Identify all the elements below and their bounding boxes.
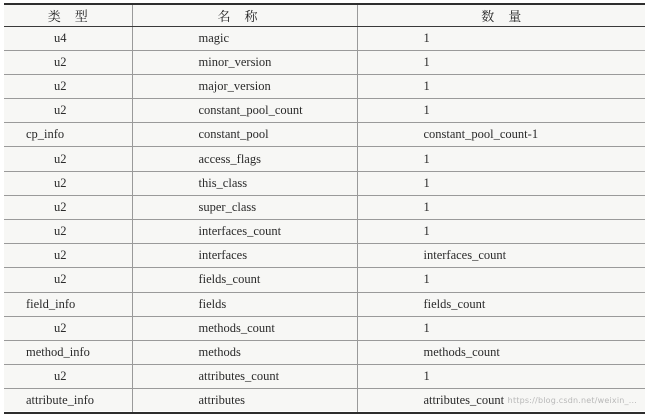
table-row	[4, 292, 645, 316]
cell-type: attribute_info	[4, 389, 132, 413]
cell-quantity: 1	[357, 365, 645, 389]
column-header-type: 类型	[4, 4, 132, 26]
table-row	[4, 244, 645, 268]
table-row	[4, 26, 645, 50]
table-row	[4, 316, 645, 340]
cell-quantity: 1	[357, 74, 645, 98]
cell-quantity: 1	[357, 220, 645, 244]
table-row	[4, 74, 645, 98]
cell-type: u2	[4, 268, 132, 292]
column-header-name: 名称	[132, 4, 357, 26]
cell-name: interfaces_count	[132, 220, 357, 244]
table-row	[4, 268, 645, 292]
cell-name: methods	[132, 340, 357, 364]
table-header-row	[4, 4, 645, 26]
table-body	[4, 26, 645, 413]
cell-quantity: 1	[357, 171, 645, 195]
cell-name: constant_pool_count	[132, 99, 357, 123]
cell-quantity: attributes_count	[357, 389, 645, 413]
cell-type: u2	[4, 220, 132, 244]
cell-type: u2	[4, 171, 132, 195]
table-row	[4, 171, 645, 195]
cell-quantity: 1	[357, 26, 645, 50]
cell-name: fields_count	[132, 268, 357, 292]
cell-quantity: constant_pool_count-1	[357, 123, 645, 147]
cell-name: attributes	[132, 389, 357, 413]
cell-type: u2	[4, 195, 132, 219]
cell-type: cp_info	[4, 123, 132, 147]
table-row	[4, 195, 645, 219]
cell-name: fields	[132, 292, 357, 316]
cell-name: methods_count	[132, 316, 357, 340]
cell-name: major_version	[132, 74, 357, 98]
cell-name: this_class	[132, 171, 357, 195]
cell-type: method_info	[4, 340, 132, 364]
table-row	[4, 365, 645, 389]
table-row	[4, 50, 645, 74]
cell-type: u2	[4, 50, 132, 74]
watermark-text: https://blog.csdn.net/weixin_...	[507, 396, 637, 405]
document-page	[4, 3, 645, 411]
cell-name: interfaces	[132, 244, 357, 268]
table-row	[4, 220, 645, 244]
cell-name: access_flags	[132, 147, 357, 171]
cell-quantity: methods_count	[357, 340, 645, 364]
table-row	[4, 340, 645, 364]
cell-quantity: 1	[357, 50, 645, 74]
cell-quantity: 1	[357, 147, 645, 171]
cell-quantity: fields_count	[357, 292, 645, 316]
cell-name: attributes_count	[132, 365, 357, 389]
cell-type: u2	[4, 316, 132, 340]
cell-type: u2	[4, 244, 132, 268]
cell-quantity: interfaces_count	[357, 244, 645, 268]
cell-quantity: 1	[357, 195, 645, 219]
cell-name: constant_pool	[132, 123, 357, 147]
cell-type: u2	[4, 99, 132, 123]
cell-quantity: 1	[357, 99, 645, 123]
table-row	[4, 147, 645, 171]
cell-quantity: 1	[357, 268, 645, 292]
table-row	[4, 123, 645, 147]
table-row	[4, 99, 645, 123]
cell-type: u4	[4, 26, 132, 50]
cell-type: field_info	[4, 292, 132, 316]
cell-type: u2	[4, 74, 132, 98]
class-file-structure-table	[4, 3, 645, 414]
cell-quantity: 1	[357, 316, 645, 340]
cell-name: super_class	[132, 195, 357, 219]
cell-type: u2	[4, 147, 132, 171]
column-header-quantity: 数量	[357, 4, 645, 26]
cell-name: magic	[132, 26, 357, 50]
cell-type: u2	[4, 365, 132, 389]
cell-name: minor_version	[132, 50, 357, 74]
